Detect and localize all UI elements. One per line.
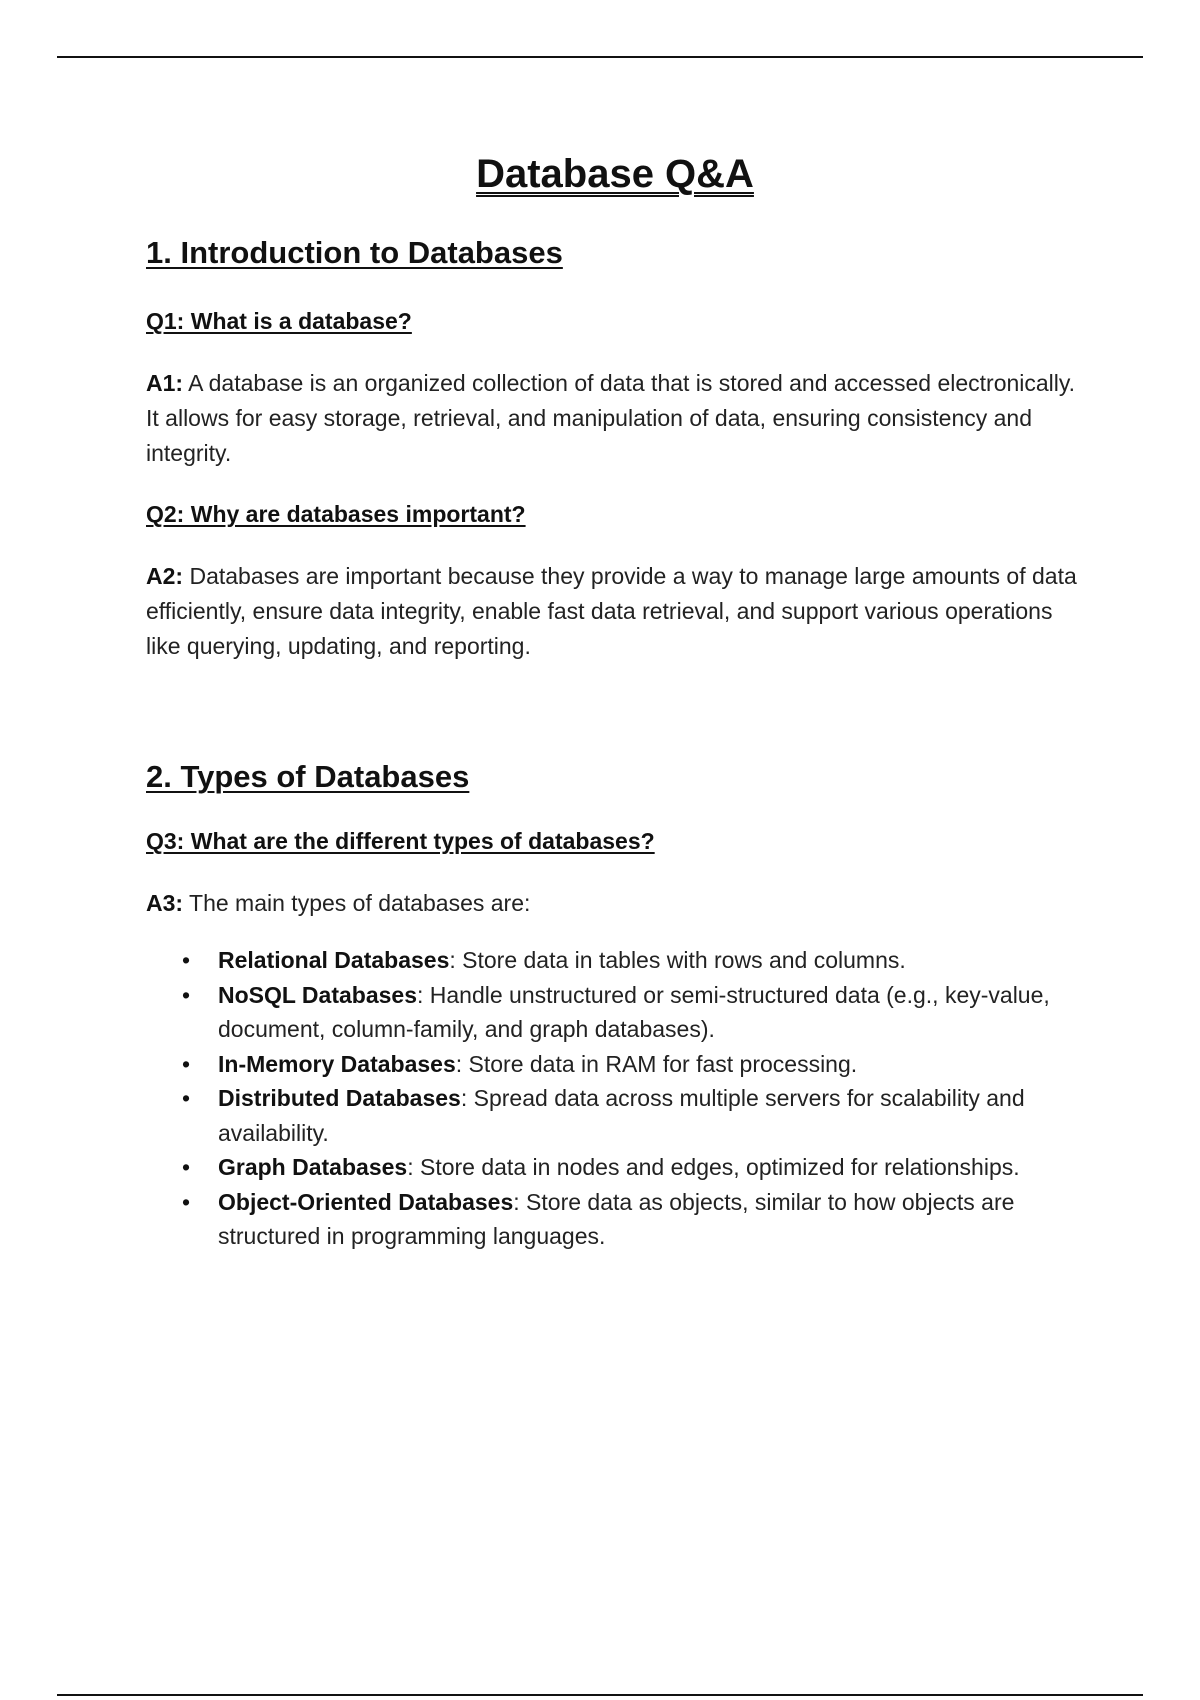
answer-text: Databases are important because they provide a way to manage large amounts of data efficiently, ensure data integrity, enable fast data retrieval, and support various operations like querying, updating, and reporting. xyxy=(146,563,1077,659)
bullet-icon: • xyxy=(182,1154,191,1180)
database-types-list xyxy=(146,943,1086,1254)
list-item-in-memory xyxy=(182,1047,1086,1082)
answer-label: A1: xyxy=(146,370,184,396)
answer-a2 xyxy=(146,559,1086,664)
list-desc: : Spread data across multiple servers for scalability and availability. xyxy=(218,1085,1025,1146)
section-heading-types: 2. Types of Databases xyxy=(146,759,470,794)
list-item-object-oriented xyxy=(182,1185,1086,1254)
top-rule xyxy=(57,56,1143,58)
list-term: NoSQL Databases xyxy=(218,981,417,1008)
question-q3: Q3: What are the different types of databases? xyxy=(146,828,655,854)
question-q1: Q1: What is a database? xyxy=(146,308,412,334)
list-desc: : Store data in nodes and edges, optimized for relationships. xyxy=(407,1154,1020,1180)
list-item-graph xyxy=(182,1150,1086,1185)
answer-a1 xyxy=(146,366,1086,471)
bullet-icon: • xyxy=(182,947,191,973)
list-desc: : Store data in tables with rows and columns. xyxy=(449,947,906,973)
list-term: Object-Oriented Databases xyxy=(218,1188,514,1215)
list-item-distributed xyxy=(182,1081,1086,1150)
list-term: Relational Databases xyxy=(218,947,450,973)
section-heading-introduction: 1. Introduction to Databases xyxy=(146,235,563,270)
document-body xyxy=(146,232,1086,1254)
list-term: Graph Databases xyxy=(218,1154,408,1180)
list-term: Distributed Databases xyxy=(218,1085,461,1111)
answer-text: The main types of databases are: xyxy=(183,890,531,916)
list-desc: : Handle unstructured or semi-structured data (e.g., key-value, document, column-family, and graph databases). xyxy=(218,981,1050,1042)
answer-label: A2: xyxy=(146,563,184,589)
list-desc: : Store data as objects, similar to how objects are structured in programming languages. xyxy=(218,1188,1015,1249)
answer-label: A3: xyxy=(146,890,184,916)
bullet-icon: • xyxy=(182,1050,191,1077)
bottom-rule xyxy=(57,1694,1143,1696)
page-title xyxy=(0,148,1200,200)
list-item-nosql xyxy=(182,978,1086,1047)
answer-a3 xyxy=(146,886,1086,921)
list-term: In-Memory Databases xyxy=(218,1050,456,1077)
answer-text: A database is an organized collection of data that is stored and accessed electronically. It allows for easy storage, retrieval, and manipulation of data, ensuring consistency and integrity. xyxy=(146,370,1076,466)
page-title-text: Database Q&A xyxy=(476,152,754,196)
bullet-icon: • xyxy=(182,1085,191,1111)
bullet-icon: • xyxy=(182,1188,191,1215)
list-desc: : Store data in RAM for fast processing. xyxy=(455,1050,858,1077)
question-q2: Q2: Why are databases important? xyxy=(146,501,526,527)
list-item-relational xyxy=(182,943,1086,978)
bullet-icon: • xyxy=(182,981,191,1008)
